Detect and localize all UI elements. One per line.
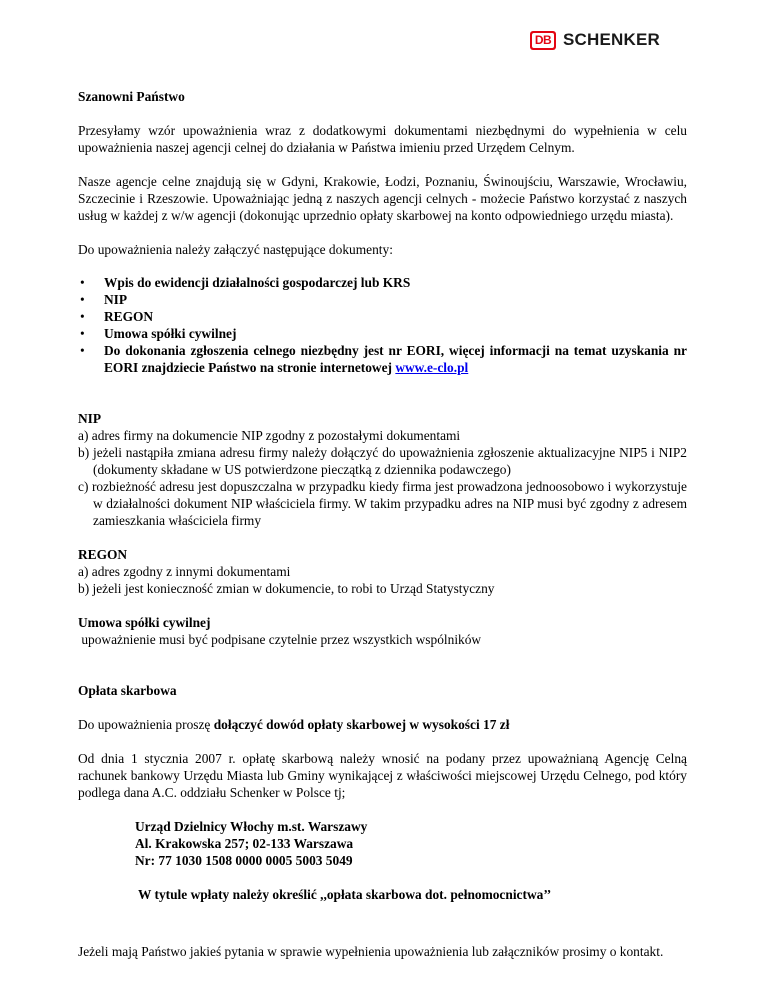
regon-item-b: b) jeżeli jest konieczność zmian w dokumencie, to robi to Urząd Statystyczny — [78, 581, 495, 596]
account-number: Nr: 77 1030 1508 0000 0005 5003 5049 — [135, 853, 353, 868]
e-clo-link[interactable]: www.e-clo.pl — [395, 360, 469, 375]
list-item: • REGON — [78, 308, 687, 325]
eori-text: Do dokonania zgłoszenia celnego niezbędny jest nr EORI, więcej informacji na temat uzyskania nr EORI znajdziecie Państwo na stronie internetowej — [104, 343, 687, 375]
umowa-text: upoważnienie musi być podpisane czytelnie przez wszystkich wspólników — [78, 632, 482, 647]
required-documents-list — [78, 274, 687, 376]
list-item: • NIP — [78, 291, 687, 308]
nip-item-c: c) rozbieżność adresu jest dopuszczalna w przypadku kiedy firma jest prowadzona jednoosobowo i wykorzystuje w działalności dokument NIP właściciela firmy. W takim przypadku adres na NIP musi być zgodny z adresem zamieszkania właściciela firmy — [78, 479, 687, 528]
brand-name: SCHENKER — [563, 30, 661, 49]
agencies-paragraph: Nasze agencje celne znajdują się w Gdyni, Krakowie, Łodzi, Poznaniu, Świnoujściu, Warszawie, Wrocławiu, Szczecinie i Rzeszowie. Upoważniając jedną z naszych agencji celnych - możecie Państwo korzystać z naszych usług w każdej z w/w agencji (dokonując uprzednio opłaty skarbowej na konto odpowiedniego urzędu miasta). — [78, 174, 687, 223]
nip-heading: NIP — [78, 411, 102, 426]
db-schenker-logo — [530, 30, 660, 50]
regon-item-a: a) adres zgodny z innymi dokumentami — [78, 564, 291, 579]
nip-item-b: b) jeżeli nastąpiła zmiana adresu firmy należy dołączyć do upoważnienia zgłoszenie aktualizacyjne NIP5 i NIP2 (dokumenty składane w US potwierdzone pieczątką z dziennika podawczego) — [78, 445, 687, 477]
list-item: • Umowa spółki cywilnej — [78, 325, 687, 342]
db-logo-icon: DB — [530, 31, 556, 50]
oplata-paragraph: Od dnia 1 stycznia 2007 r. opłatę skarbową należy wnosić na podany przez upoważnianą Agencję Celną rachunek bankowy Urzędu Miasta lub Gminy wynikającej z właściwości miejscowej Urzędu Celnego, pod który podlega dana A.C. oddziału Schenker w Polsce tj; — [78, 751, 687, 800]
nip-item-a: a) adres firmy na dokumencie NIP zgodny z pozostałymi dokumentami — [78, 428, 461, 443]
oplata-line: Do upoważnienia proszę dołączyć dowód opłaty skarbowej w wysokości 17 zł — [78, 717, 510, 732]
umowa-heading: Umowa spółki cywilnej — [78, 615, 211, 630]
intro-paragraph: Przesyłamy wzór upoważnienia wraz z dodatkowymi dokumentami niezbędnymi do wypełnienia w celu upoważnienia naszej agencji celnej do działania w Państwa imieniu przed Urzędem Celnym. — [78, 123, 687, 155]
greeting: Szanowni Państwo — [78, 89, 185, 104]
docs-intro: Do upoważnienia należy załączyć następujące dokumenty: — [78, 242, 393, 257]
address-line: Al. Krakowska 257; 02-133 Warszawa — [135, 836, 354, 851]
payment-title-note: W tytule wpłaty należy określić ,,opłata skarbowa dot. pełnomocnictwa’’ — [138, 887, 552, 902]
letter-body — [78, 88, 687, 960]
list-item-eori — [78, 342, 687, 376]
regon-heading: REGON — [78, 547, 128, 562]
oplata-heading: Opłata skarbowa — [78, 683, 177, 698]
address-line: Urząd Dzielnicy Włochy m.st. Warszawy — [135, 819, 368, 834]
closing-paragraph: Jeżeli mają Państwo jakieś pytania w sprawie wypełnienia upoważnienia lub załączników prosimy o kontakt. — [78, 944, 664, 959]
list-item: • Wpis do ewidencji działalności gospodarczej lub KRS — [78, 274, 687, 291]
payment-address — [78, 818, 687, 869]
